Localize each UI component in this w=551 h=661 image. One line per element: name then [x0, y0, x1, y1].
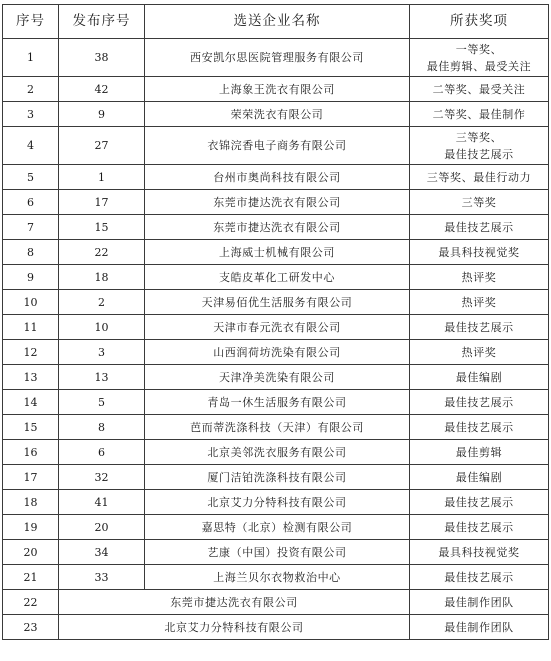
cell-company: 荣荣洗衣有限公司 — [145, 102, 410, 127]
award-line: 三等奖、最佳行动力 — [426, 170, 532, 184]
award-line: 三等奖 — [461, 195, 497, 209]
cell-award — [410, 515, 549, 540]
cell-index: 21 — [3, 565, 59, 590]
table-row — [3, 365, 549, 390]
award-line: 最具科技视觉奖 — [438, 245, 520, 259]
cell-award — [410, 390, 549, 415]
award-line: 热评奖 — [461, 345, 497, 359]
cell-award — [410, 165, 549, 190]
cell-release-no: 38 — [59, 39, 145, 77]
cell-index: 20 — [3, 540, 59, 565]
award-line: 最佳技艺展示 — [444, 570, 514, 584]
cell-index: 15 — [3, 415, 59, 440]
awards-table — [2, 4, 549, 640]
cell-company: 艺康（中国）投资有限公司 — [145, 540, 410, 565]
cell-index: 1 — [3, 39, 59, 77]
cell-company: 嘉思特（北京）检测有限公司 — [145, 515, 410, 540]
cell-release-no: 15 — [59, 215, 145, 240]
table-row — [3, 265, 549, 290]
cell-award — [410, 190, 549, 215]
cell-award — [410, 490, 549, 515]
cell-company: 青岛一休生活服务有限公司 — [145, 390, 410, 415]
cell-release-no: 8 — [59, 415, 145, 440]
cell-company: 西安凯尔思医院管理服务有限公司 — [145, 39, 410, 77]
table-row — [3, 540, 549, 565]
cell-company: 衣锦浣香电子商务有限公司 — [145, 127, 410, 165]
cell-index: 10 — [3, 290, 59, 315]
cell-award — [410, 265, 549, 290]
cell-award — [410, 365, 549, 390]
cell-company: 厦门洁铂洗涤科技有限公司 — [145, 465, 410, 490]
cell-release-no: 20 — [59, 515, 145, 540]
cell-release-no: 1 — [59, 165, 145, 190]
award-line: 最佳剪辑、最受关注 — [426, 59, 532, 73]
cell-company: 支皓皮革化工研发中心 — [145, 265, 410, 290]
award-line: 二等奖、最受关注 — [432, 82, 526, 96]
table-body — [3, 39, 549, 640]
award-line: 二等奖、最佳制作 — [432, 107, 526, 121]
table-row — [3, 77, 549, 102]
cell-index: 11 — [3, 315, 59, 340]
table-row — [3, 465, 549, 490]
cell-index: 14 — [3, 390, 59, 415]
award-line: 最佳剪辑 — [455, 445, 503, 459]
cell-index: 13 — [3, 365, 59, 390]
cell-index: 18 — [3, 490, 59, 515]
cell-index: 8 — [3, 240, 59, 265]
table-row — [3, 565, 549, 590]
cell-release-no: 41 — [59, 490, 145, 515]
table-row — [3, 215, 549, 240]
cell-award — [410, 415, 549, 440]
cell-release-no: 2 — [59, 290, 145, 315]
award-line: 最佳技艺展示 — [444, 220, 514, 234]
cell-release-no: 5 — [59, 390, 145, 415]
cell-company: 上海兰贝尔衣物救治中心 — [145, 565, 410, 590]
cell-award — [410, 465, 549, 490]
cell-company: 东莞市捷达洗衣有限公司 — [59, 590, 410, 615]
award-line: 热评奖 — [461, 270, 497, 284]
table-row — [3, 615, 549, 640]
header-company: 选送企业名称 — [145, 5, 410, 39]
table-row — [3, 390, 549, 415]
cell-index: 12 — [3, 340, 59, 365]
cell-release-no: 9 — [59, 102, 145, 127]
table-row — [3, 165, 549, 190]
award-line: 最佳技艺展示 — [444, 147, 514, 161]
cell-award — [410, 39, 549, 77]
cell-award — [410, 565, 549, 590]
award-line: 最佳编剧 — [455, 370, 503, 384]
cell-index: 6 — [3, 190, 59, 215]
award-line: 三等奖、 — [455, 130, 503, 144]
cell-release-no: 13 — [59, 365, 145, 390]
header-award: 所获奖项 — [410, 5, 549, 39]
cell-award — [410, 240, 549, 265]
table-row — [3, 340, 549, 365]
cell-index: 4 — [3, 127, 59, 165]
cell-company: 上海威士机械有限公司 — [145, 240, 410, 265]
cell-release-no: 10 — [59, 315, 145, 340]
cell-company: 北京艾力分特科技有限公司 — [145, 490, 410, 515]
cell-company: 上海象王洗衣有限公司 — [145, 77, 410, 102]
cell-company: 山西润荷坊洗染有限公司 — [145, 340, 410, 365]
cell-company: 北京美邻洗衣服务有限公司 — [145, 440, 410, 465]
cell-index: 22 — [3, 590, 59, 615]
cell-index: 23 — [3, 615, 59, 640]
award-line: 最具科技视觉奖 — [438, 545, 520, 559]
table-row — [3, 415, 549, 440]
cell-release-no: 22 — [59, 240, 145, 265]
cell-award — [410, 440, 549, 465]
cell-award — [410, 127, 549, 165]
table-row — [3, 590, 549, 615]
header-index: 序号 — [3, 5, 59, 39]
cell-index: 17 — [3, 465, 59, 490]
table-row — [3, 39, 549, 77]
award-line: 最佳技艺展示 — [444, 495, 514, 509]
cell-release-no: 34 — [59, 540, 145, 565]
award-line: 最佳技艺展示 — [444, 520, 514, 534]
award-line: 最佳编剧 — [455, 470, 503, 484]
table-row — [3, 515, 549, 540]
cell-index: 5 — [3, 165, 59, 190]
cell-award: 最佳制作团队 — [410, 590, 549, 615]
cell-index: 19 — [3, 515, 59, 540]
cell-award — [410, 215, 549, 240]
cell-index: 2 — [3, 77, 59, 102]
table-row — [3, 127, 549, 165]
table-row — [3, 190, 549, 215]
cell-award — [410, 340, 549, 365]
cell-release-no: 17 — [59, 190, 145, 215]
cell-award — [410, 315, 549, 340]
cell-company: 天津净美洗染有限公司 — [145, 365, 410, 390]
cell-company: 台州市奥尚科技有限公司 — [145, 165, 410, 190]
cell-release-no: 32 — [59, 465, 145, 490]
table-row — [3, 490, 549, 515]
cell-index: 9 — [3, 265, 59, 290]
cell-award — [410, 77, 549, 102]
cell-award — [410, 102, 549, 127]
cell-release-no: 18 — [59, 265, 145, 290]
cell-company: 天津市春元洗衣有限公司 — [145, 315, 410, 340]
award-line: 一等奖、 — [455, 42, 503, 56]
cell-index: 7 — [3, 215, 59, 240]
cell-index: 3 — [3, 102, 59, 127]
table-row — [3, 240, 549, 265]
header-release-no: 发布序号 — [59, 5, 145, 39]
table-row — [3, 290, 549, 315]
cell-award: 最佳制作团队 — [410, 615, 549, 640]
cell-release-no: 33 — [59, 565, 145, 590]
cell-company: 东莞市捷达洗衣有限公司 — [145, 190, 410, 215]
table-header-row — [3, 5, 549, 39]
cell-release-no: 6 — [59, 440, 145, 465]
award-line: 最佳技艺展示 — [444, 320, 514, 334]
table-row — [3, 440, 549, 465]
cell-release-no: 3 — [59, 340, 145, 365]
cell-company: 北京艾力分特科技有限公司 — [59, 615, 410, 640]
cell-index: 16 — [3, 440, 59, 465]
table-row — [3, 315, 549, 340]
cell-company: 芭而蒂洗涤科技（天津）有限公司 — [145, 415, 410, 440]
cell-award — [410, 290, 549, 315]
cell-release-no: 42 — [59, 77, 145, 102]
cell-company: 天津易佰优生活服务有限公司 — [145, 290, 410, 315]
table-row — [3, 102, 549, 127]
award-line: 最佳技艺展示 — [444, 395, 514, 409]
cell-award — [410, 540, 549, 565]
cell-release-no: 27 — [59, 127, 145, 165]
award-line: 热评奖 — [461, 295, 497, 309]
award-line: 最佳技艺展示 — [444, 420, 514, 434]
cell-company: 东莞市捷达洗衣有限公司 — [145, 215, 410, 240]
